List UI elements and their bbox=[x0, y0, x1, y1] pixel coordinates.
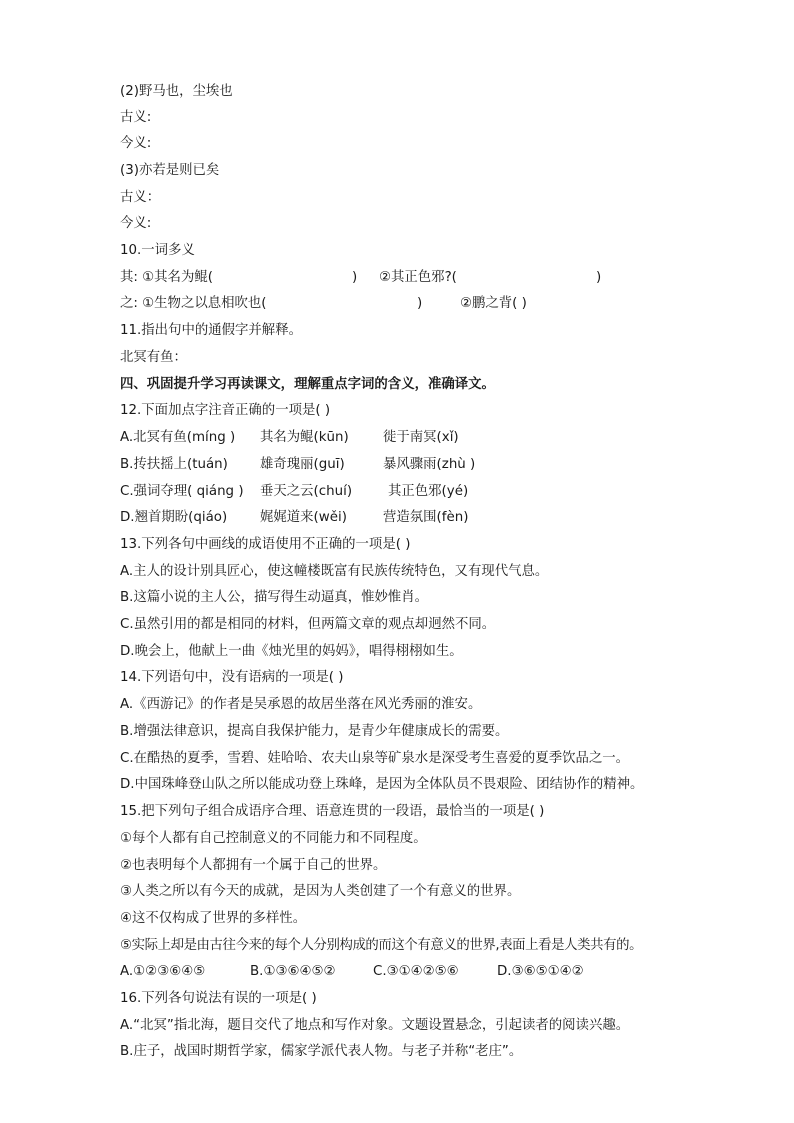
option-part: A.北冥有鱼(míng ) bbox=[120, 430, 236, 445]
polysemy-item: ②其正色邪?( bbox=[379, 270, 457, 285]
option-part: A.①②③⑥④⑤ bbox=[120, 964, 206, 979]
option-part: C.强词夺理( qiáng ) bbox=[120, 484, 244, 499]
text-line: 11.指出句中的通假字并解释。 bbox=[120, 323, 302, 338]
text-line: A.主人的设计别具匠心，使这幢楼既富有民族传统特色，又有现代气息。 bbox=[120, 564, 549, 579]
text-line: 今义: bbox=[120, 216, 152, 231]
text-line: ①每个人都有自己控制意义的不同能力和不同程度。 bbox=[120, 831, 427, 846]
text-line: D.晚会上，他献上一曲《烛光里的妈妈》，唱得栩栩如生。 bbox=[120, 644, 463, 659]
question-15: 15.把下列句子组合成语序合理、语意连贯的一段语，最恰当的一项是( ) bbox=[120, 804, 545, 819]
question-12: 12.下面加点字注音正确的一项是( ) bbox=[120, 403, 331, 418]
text-line: A.《西游记》的作者是吴承恩的故居坐落在风光秀丽的淮安。 bbox=[120, 697, 482, 712]
option-part: 其名为鲲(kūn) bbox=[260, 430, 349, 445]
question-13: 13.下列各句中画线的成语使用不正确的一项是( ) bbox=[120, 537, 411, 552]
option-part: 其正色邪(yé) bbox=[388, 484, 469, 499]
text-line: D.中国珠峰登山队之所以能成功登上珠峰，是因为全体队员不畏艰险、团结协作的精神。 bbox=[120, 777, 644, 792]
option-part: 暴风骤雨(zhù ) bbox=[383, 457, 476, 472]
text-line: C.虽然引用的都是相同的材料，但两篇文章的观点却迥然不同。 bbox=[120, 617, 496, 632]
option-part: 营造氛围(fèn) bbox=[383, 510, 469, 525]
text-line: B.庄子，战国时期哲学家，儒家学派代表人物。与老子并称“老庄”。 bbox=[120, 1044, 523, 1059]
text-line: C.在酷热的夏季，雪碧、娃哈哈、农夫山泉等矿泉水是深受考生喜爱的夏季饮品之一。 bbox=[120, 751, 630, 766]
text-line: ⑤实际上却是由古往今来的每个人分别构成的而这个有意义的世界,表面上看是人类共有的。 bbox=[120, 938, 643, 953]
option-part: C.③①④②⑤⑥ bbox=[373, 964, 459, 979]
polysemy-bracket: ) bbox=[417, 296, 423, 311]
option-part: 雄奇瑰丽(guī) bbox=[260, 457, 345, 472]
polysemy-zhi-line bbox=[120, 295, 640, 313]
polysemy-bracket: ) bbox=[352, 270, 358, 285]
polysemy-bracket: ) bbox=[596, 270, 602, 285]
polysemy-item: ②鹏之背( ) bbox=[460, 296, 527, 311]
text-line: 古义： bbox=[120, 190, 161, 205]
text-line: B.增强法律意识，提高自我保护能力，是青少年健康成长的需要。 bbox=[120, 724, 509, 739]
q12-option-a bbox=[120, 429, 480, 447]
text-line: ④这不仅构成了世界的多样性。 bbox=[120, 911, 307, 926]
polysemy-item: 之: ①生物之以息相吹也( bbox=[120, 296, 267, 311]
option-part: 徙于南冥(xǐ) bbox=[383, 430, 459, 445]
text-line: 北冥有鱼： bbox=[120, 350, 187, 365]
text-line: 今义: bbox=[120, 136, 152, 151]
polysemy-item: 其: ①其名为鲲( bbox=[120, 270, 213, 285]
text-line: 古义: bbox=[120, 110, 152, 125]
polysemy-qi-line bbox=[120, 269, 640, 287]
text-line: (3)亦若是则已矣 bbox=[120, 163, 220, 178]
text-line: 10.一词多义 bbox=[120, 243, 195, 258]
q15-options bbox=[120, 963, 620, 981]
text-line: ②也表明每个人都拥有一个属于自己的世界。 bbox=[120, 858, 387, 873]
q12-option-d bbox=[120, 509, 480, 527]
text-line: ③人类之所以有今天的成就，是因为人类创建了一个有意义的世界。 bbox=[120, 884, 521, 899]
question-16: 16.下列各句说法有误的一项是( ) bbox=[120, 991, 317, 1006]
option-part: 娓娓道来(wěi) bbox=[260, 510, 347, 525]
text-line: B.这篇小说的主人公，描写得生动逼真，惟妙惟肖。 bbox=[120, 590, 429, 605]
text-line: A.“北冥”指北海，题目交代了地点和写作对象。文题设置悬念，引起读者的阅读兴趣。 bbox=[120, 1018, 630, 1033]
q12-option-c bbox=[120, 483, 480, 501]
option-part: B.①③⑥④⑤② bbox=[250, 964, 336, 979]
option-part: B.抟扶摇上(tuán) bbox=[120, 457, 228, 472]
option-part: D.③⑥⑤①④② bbox=[497, 964, 584, 979]
option-part: D.翘首期盼(qiáo) bbox=[120, 510, 228, 525]
text-line: (2)野马也，尘埃也 bbox=[120, 84, 233, 99]
question-14: 14.下列语句中，没有语病的一项是( ) bbox=[120, 670, 344, 685]
option-part: 垂天之云(chuí) bbox=[260, 484, 353, 499]
q12-option-b bbox=[120, 456, 480, 474]
section-heading: 四、巩固提升学习再读课文，理解重点字词的含义，准确译文。 bbox=[120, 377, 495, 392]
